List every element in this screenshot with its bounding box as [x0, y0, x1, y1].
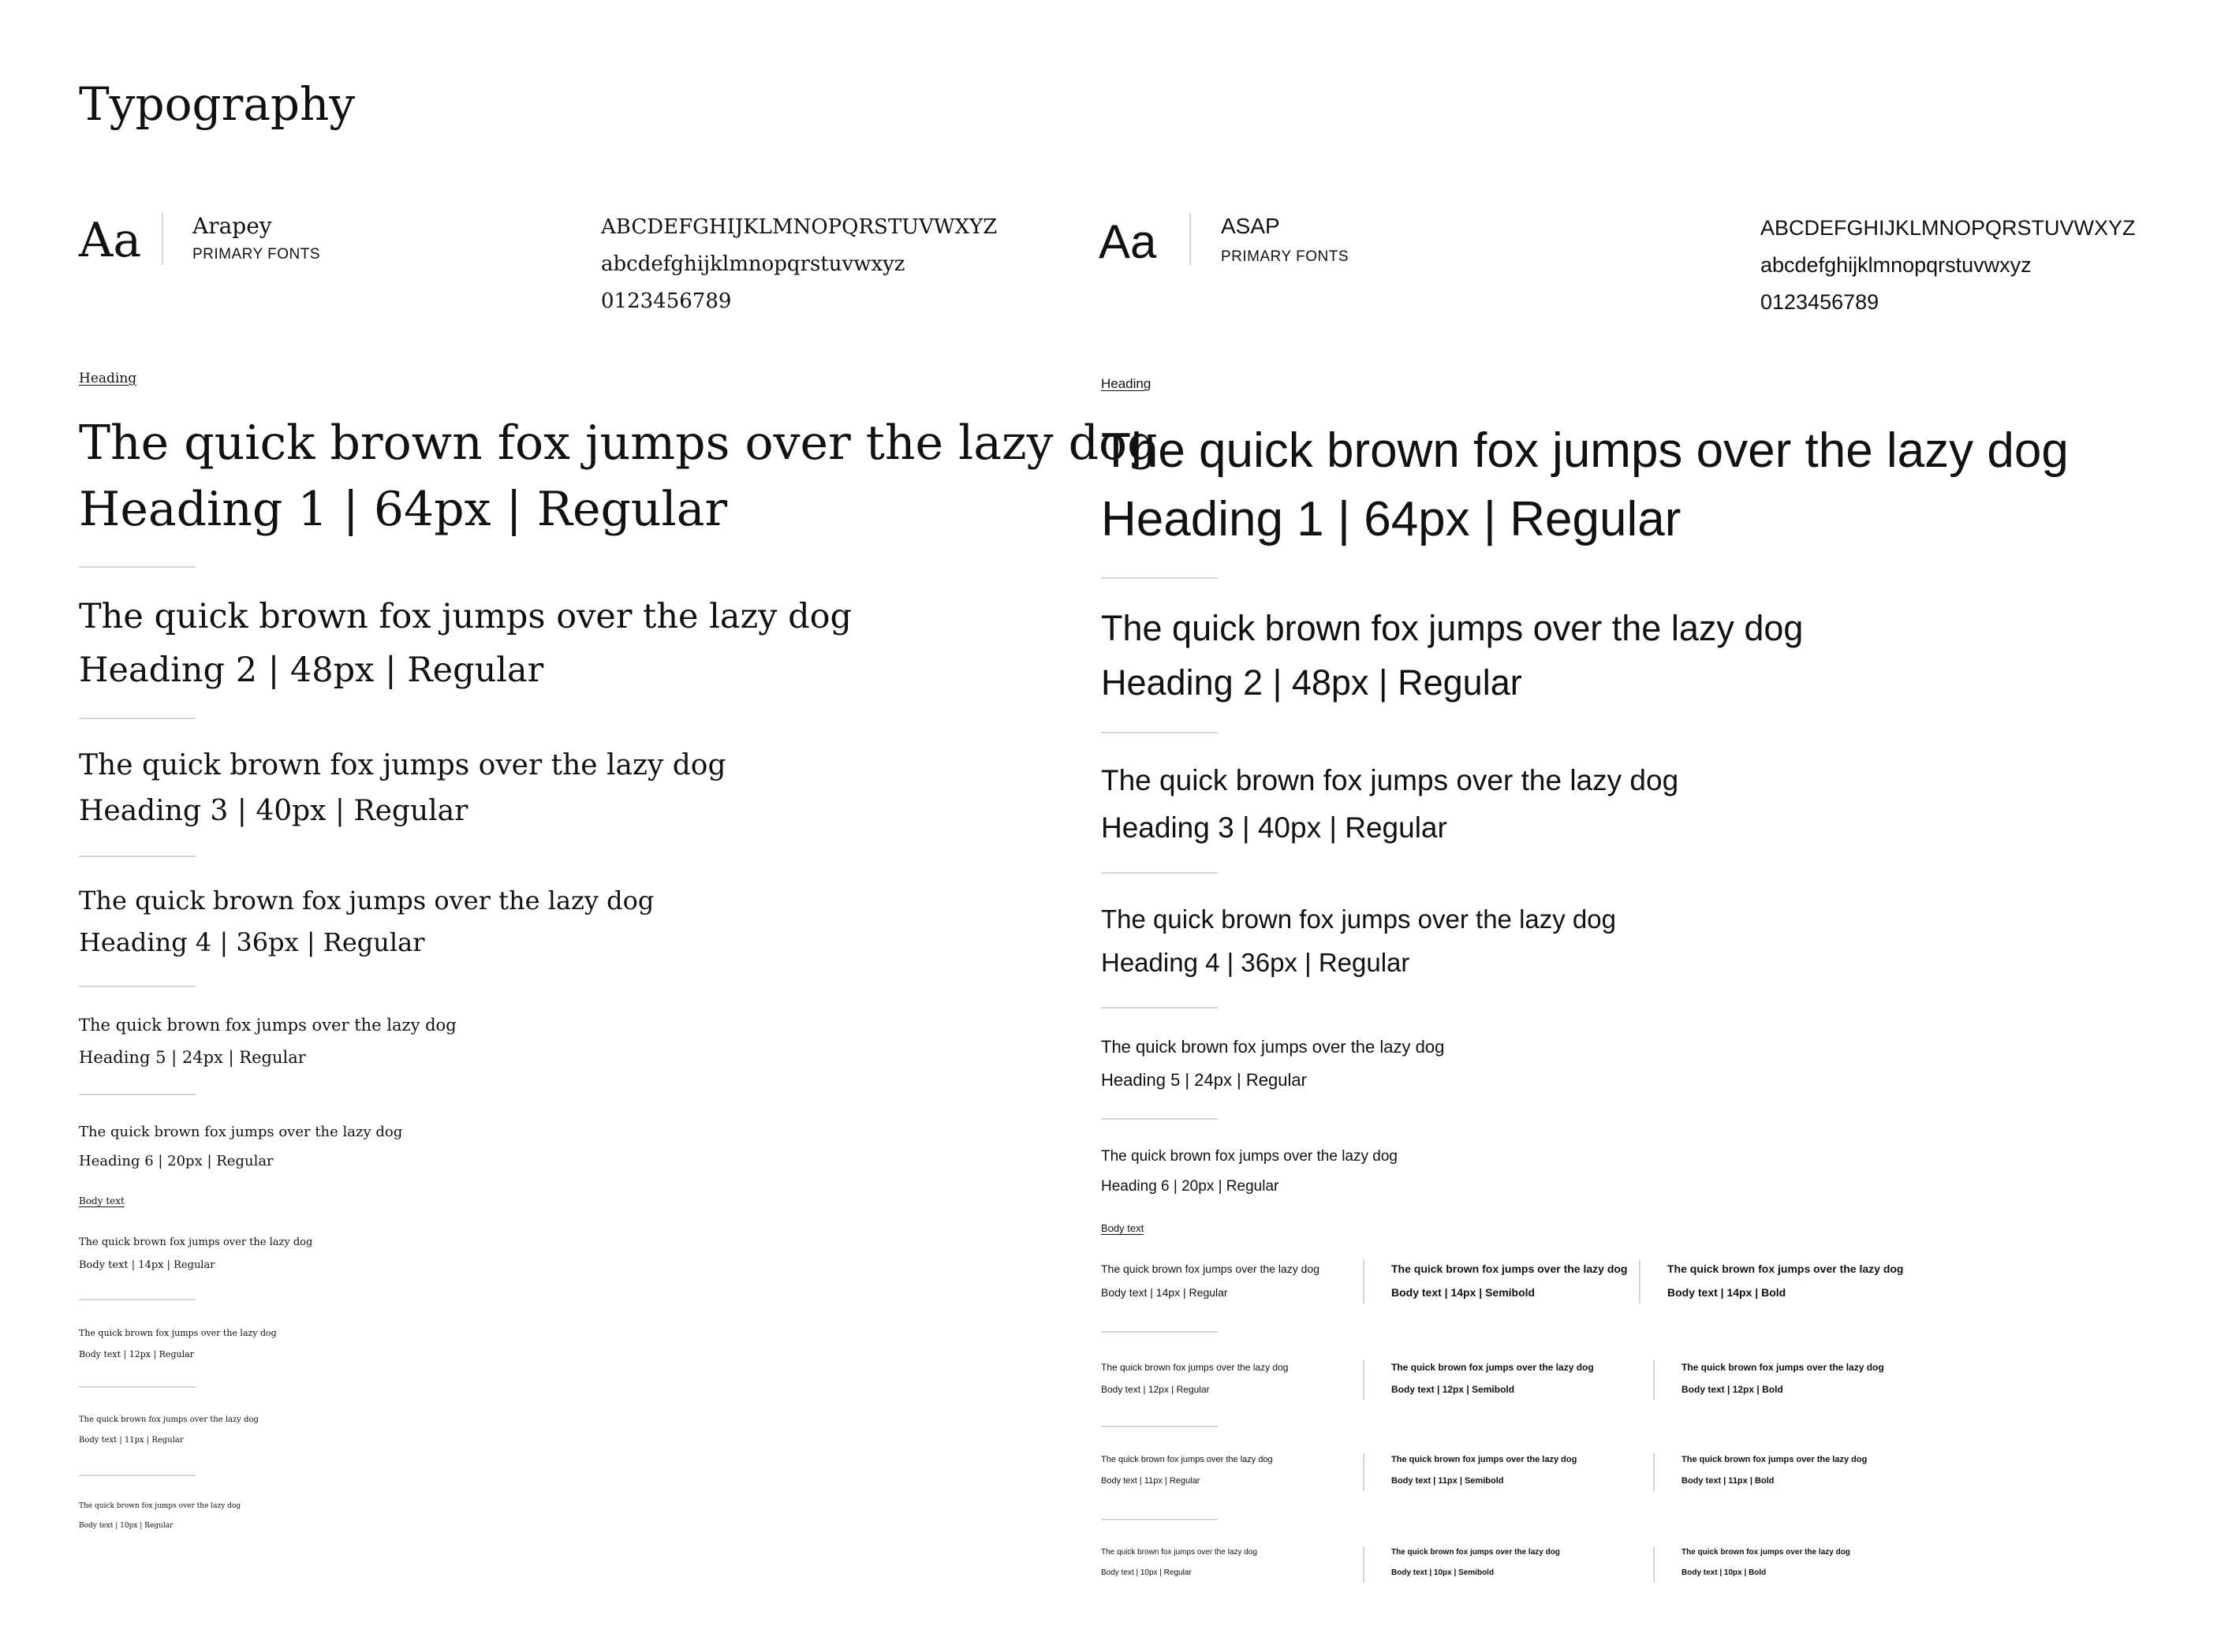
divider [1363, 1546, 1364, 1583]
specimen-sample: The quick brown fox jumps over the lazy dog [1681, 1455, 1868, 1464]
heading-6-specimen [1101, 1142, 1398, 1202]
divider [79, 856, 196, 857]
heading-5-specimen [1101, 1031, 1444, 1097]
specimen-sample: The quick brown fox jumps over the lazy dog [1391, 1455, 1577, 1464]
divider [1101, 732, 1218, 733]
specimen-spec: Body text | 12px | Bold [1681, 1384, 1783, 1395]
specimen-sample: The quick brown fox jumps over the lazy dog [79, 886, 655, 915]
font-role: PRIMARY FONTS [192, 246, 321, 263]
body-14-regular-specimen [1101, 1257, 1319, 1304]
divider [79, 718, 196, 719]
specimen-spec: Body text | 11px | Regular [79, 1436, 184, 1445]
specimen-spec: Body text | 14px | Regular [1101, 1286, 1228, 1299]
body-11-specimen [79, 1410, 259, 1451]
body-11-regular-specimen [1101, 1449, 1273, 1492]
specimen-sample: The quick brown fox jumps over the lazy dog [1667, 1262, 1904, 1275]
specimen-sample: The quick brown fox jumps over the lazy dog [1101, 423, 2069, 478]
divider [1101, 872, 1218, 874]
specimen-spec: Body text | 11px | Semibold [1391, 1476, 1504, 1486]
specimen-sample: The quick brown fox jumps over the lazy dog [1101, 1262, 1320, 1275]
specimen-sample: The quick brown fox jumps over the lazy dog [1101, 1548, 1257, 1557]
specimen-sample: The quick brown fox jumps over the lazy dog [1681, 1362, 1884, 1373]
divider [1189, 213, 1191, 265]
body-11-bold-specimen [1681, 1449, 1867, 1492]
heading-4-specimen [1101, 897, 1616, 984]
specimen-sample: The quick brown fox jumps over the lazy dog [1101, 1037, 1445, 1057]
specimen-sample: The quick brown fox jumps over the lazy dog [1391, 1548, 1560, 1557]
heading-4-specimen [79, 880, 654, 964]
specimen-spec: Heading 1 | 64px | Regular [79, 482, 728, 537]
divider [1653, 1546, 1655, 1583]
specimen-spec: Body text | 12px | Semibold [1391, 1384, 1515, 1395]
heading-1-specimen [1101, 416, 2069, 554]
body-10-specimen [79, 1497, 241, 1536]
specimen-spec: Heading 2 | 48px | Regular [1101, 662, 1522, 703]
divider [1363, 1259, 1364, 1303]
specimen-sample: The quick brown fox jumps over the lazy dog [79, 597, 853, 636]
specimen-spec: Heading 3 | 40px | Regular [79, 795, 468, 827]
specimen-spec: Heading 2 | 48px | Regular [79, 651, 544, 690]
body-12-bold-specimen [1681, 1356, 1884, 1400]
specimen-spec: Heading 4 | 36px | Regular [79, 927, 425, 957]
specimen-sample: The quick brown fox jumps over the lazy dog [1101, 1362, 1289, 1373]
heading-5-specimen [79, 1009, 457, 1074]
body-14-bold-specimen [1667, 1257, 1903, 1304]
charset-uppercase: ABCDEFGHIJKLMNOPQRSTUVWXYZ [1760, 216, 2136, 240]
specimen-sample: The quick brown fox jumps over the lazy dog [1391, 1262, 1628, 1275]
specimen-spec: Body text | 12px | Regular [1101, 1384, 1210, 1395]
body-10-regular-specimen [1101, 1542, 1257, 1583]
section-label-heading: Heading [79, 371, 137, 386]
divider [1653, 1360, 1655, 1400]
specimen-spec: Body text | 10px | Semibold [1391, 1568, 1495, 1577]
divider [1363, 1360, 1364, 1400]
body-14-specimen [79, 1231, 312, 1277]
specimen-sample: The quick brown fox jumps over the lazy dog [1101, 1455, 1273, 1464]
divider [162, 213, 163, 265]
specimen-sample: The quick brown fox jumps over the lazy dog [1681, 1548, 1850, 1557]
heading-2-specimen [1101, 601, 1803, 710]
body-10-semibold-specimen [1391, 1542, 1560, 1583]
specimen-spec: Body text | 10px | Regular [79, 1522, 174, 1530]
charset-lowercase: abcdefghijklmnopqrstuvwxyz [1760, 253, 2032, 277]
specimen-sample: The quick brown fox jumps over the lazy dog [79, 749, 726, 781]
page-title: Typography [79, 77, 356, 131]
specimen-spec: Heading 6 | 20px | Regular [79, 1153, 274, 1169]
specimen-sample: The quick brown fox jumps over the lazy dog [79, 1124, 403, 1140]
font-sample-glyph: Aa [79, 213, 142, 268]
divider [1101, 577, 1218, 579]
specimen-sample: The quick brown fox jumps over the lazy dog [1101, 1148, 1398, 1165]
specimen-spec: Body text | 14px | Regular [79, 1259, 215, 1271]
specimen-spec: Heading 5 | 24px | Regular [1101, 1070, 1307, 1090]
divider [1101, 1331, 1218, 1333]
specimen-sample: The quick brown fox jumps over the lazy dog [79, 416, 1158, 471]
divider [1101, 1519, 1218, 1520]
specimen-spec: Heading 6 | 20px | Regular [1101, 1178, 1279, 1195]
specimen-sample: The quick brown fox jumps over the lazy dog [79, 1328, 277, 1338]
specimen-spec: Body text | 14px | Bold [1667, 1286, 1786, 1299]
divider [79, 1475, 196, 1476]
body-12-semibold-specimen [1391, 1356, 1594, 1400]
divider [1101, 1007, 1218, 1009]
body-11-semibold-specimen [1391, 1449, 1577, 1492]
specimen-spec: Heading 3 | 40px | Regular [1101, 811, 1447, 844]
divider [1653, 1453, 1655, 1491]
specimen-spec: Body text | 11px | Regular [1101, 1476, 1200, 1486]
divider [79, 1094, 196, 1095]
specimen-spec: Body text | 11px | Bold [1681, 1476, 1775, 1486]
specimen-spec: Body text | 10px | Bold [1681, 1568, 1767, 1577]
charset-digits: 0123456789 [601, 289, 732, 313]
specimen-spec: Heading 1 | 64px | Regular [1101, 492, 1681, 546]
divider [79, 566, 196, 568]
font-role: PRIMARY FONTS [1221, 248, 1349, 265]
body-12-specimen [79, 1322, 277, 1365]
heading-3-specimen [79, 743, 726, 834]
section-label-body-text: Body text [1101, 1222, 1144, 1234]
specimen-sample: The quick brown fox jumps over the lazy dog [1101, 608, 1804, 648]
heading-6-specimen [79, 1117, 402, 1176]
divider [1639, 1259, 1640, 1303]
font-sample-glyph: Aa [1099, 215, 1157, 268]
charset-uppercase: ABCDEFGHIJKLMNOPQRSTUVWXYZ [601, 215, 998, 239]
divider [1363, 1453, 1364, 1491]
specimen-sample: The quick brown fox jumps over the lazy dog [1101, 904, 1616, 934]
section-label-heading: Heading [1101, 376, 1151, 391]
specimen-spec: Body text | 12px | Regular [79, 1349, 194, 1359]
body-14-semibold-specimen [1391, 1257, 1627, 1304]
charset-lowercase: abcdefghijklmnopqrstuvwxyz [601, 252, 905, 276]
charset [1760, 210, 2136, 321]
body-10-bold-specimen [1681, 1542, 1850, 1583]
specimen-spec: Body text | 14px | Semibold [1391, 1286, 1536, 1299]
font-name: ASAP [1221, 214, 1280, 238]
specimen-spec: Heading 4 | 36px | Regular [1101, 948, 1410, 977]
divider [79, 986, 196, 987]
specimen-sample: The quick brown fox jumps over the lazy dog [1101, 764, 1679, 796]
specimen-sample: The quick brown fox jumps over the lazy dog [79, 1236, 313, 1248]
specimen-spec: Body text | 10px | Regular [1101, 1568, 1192, 1577]
specimen-sample: The quick brown fox jumps over the lazy dog [79, 1415, 259, 1424]
specimen-sample: The quick brown fox jumps over the lazy dog [79, 1016, 457, 1035]
font-name: Arapey [192, 213, 272, 239]
heading-2-specimen [79, 590, 852, 697]
body-12-regular-specimen [1101, 1356, 1288, 1400]
section-label-body-text: Body text [79, 1195, 125, 1206]
heading-1-specimen [79, 410, 1158, 543]
specimen-spec: Heading 5 | 24px | Regular [79, 1048, 306, 1067]
heading-3-specimen [1101, 757, 1678, 852]
charset [601, 209, 997, 320]
specimen-sample: The quick brown fox jumps over the lazy dog [1391, 1362, 1594, 1373]
divider [79, 1386, 196, 1388]
divider [1101, 1118, 1218, 1120]
specimen-sample: The quick brown fox jumps over the lazy dog [79, 1502, 241, 1510]
divider [1101, 1426, 1218, 1427]
charset-digits: 0123456789 [1760, 290, 1879, 314]
divider [79, 1299, 196, 1300]
